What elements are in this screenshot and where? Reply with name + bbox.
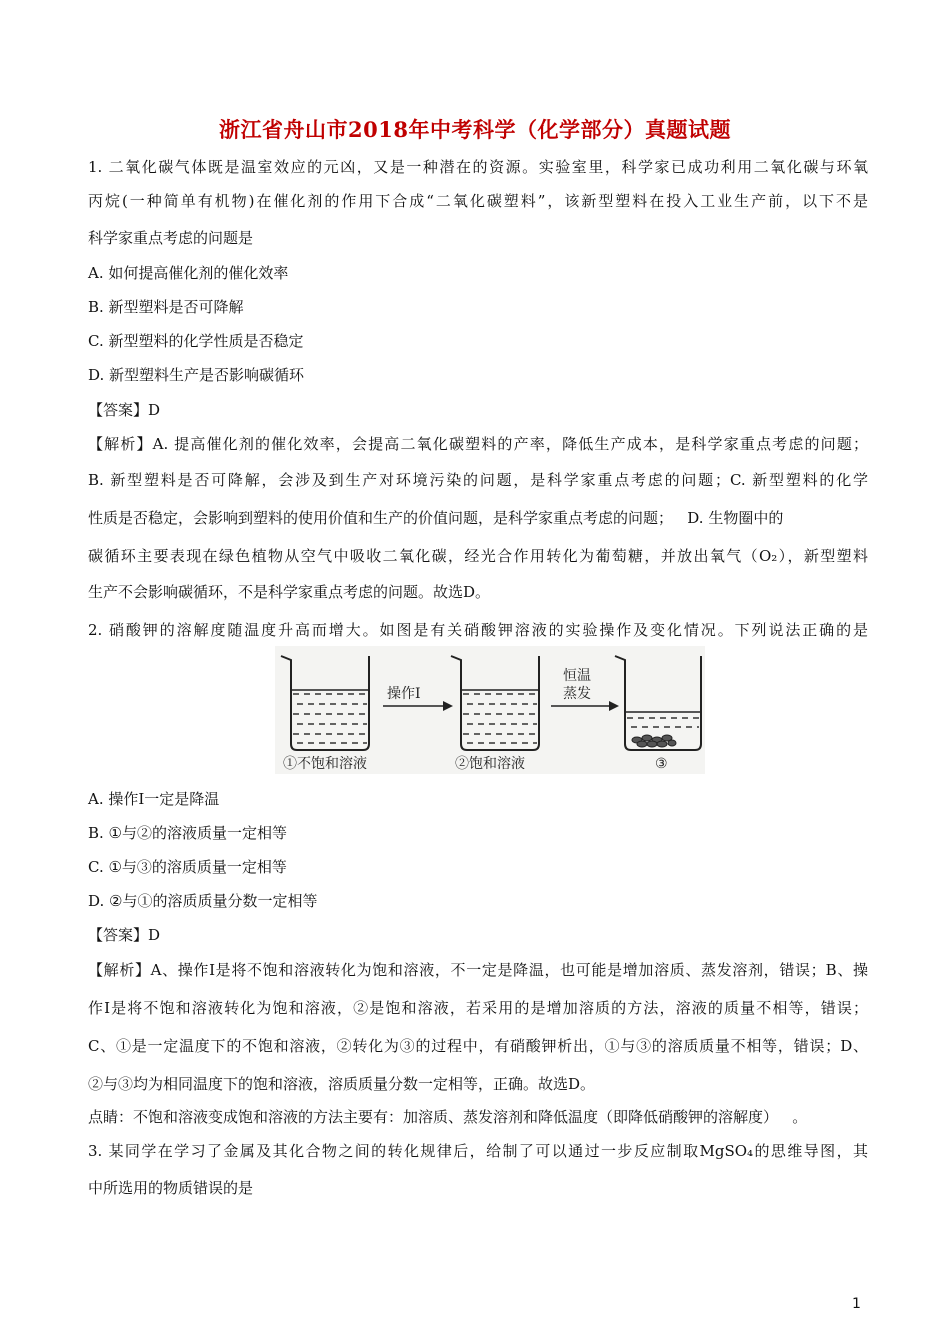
q3-stem-line-1: 3. 某同学在学习了金属及其化合物之间的转化规律后，给制了可以通过一步反应制取MgSO₄的思维导图，其 bbox=[88, 1142, 868, 1160]
beaker-2 bbox=[451, 656, 539, 750]
beaker-1-solution-lines bbox=[293, 694, 367, 743]
q1-option-d: D. 新型塑料生产是否影响碳循环 bbox=[88, 366, 305, 384]
q2-option-c: C. ①与③的溶质质量一定相等 bbox=[88, 858, 287, 876]
arrow-2-label-bottom: 蒸发 bbox=[563, 686, 591, 702]
q2-analysis-line-4: ②与③均为相同温度下的饱和溶液，溶质质量分数一定相等，正确。故选D。 bbox=[88, 1075, 596, 1093]
beaker-3-label: ③ bbox=[655, 756, 668, 772]
beaker-experiment-figure bbox=[275, 646, 705, 774]
q2-answer: 【答案】D bbox=[88, 926, 161, 944]
crystal-precipitate bbox=[632, 735, 676, 747]
q1-option-b: B. 新型塑料是否可降解 bbox=[88, 298, 244, 316]
arrow-1-label: 操作Ⅰ bbox=[387, 686, 421, 702]
q1-answer: 【答案】D bbox=[88, 401, 161, 419]
q2-tip: 点睛：不饱和溶液变成饱和溶液的方法主要有：加溶质、蒸发溶剂和降低温度（即降低硝酸钾的溶解度） 。 bbox=[88, 1108, 808, 1126]
q3-stem-line-2: 中所选用的物质错误的是 bbox=[88, 1179, 254, 1197]
q2-option-b: B. ①与②的溶液质量一定相等 bbox=[88, 824, 288, 842]
page-number: 1 bbox=[852, 1296, 861, 1312]
q1-option-c: C. 新型塑料的化学性质是否稳定 bbox=[88, 332, 304, 350]
q2-analysis-line-3: C、①是一定温度下的不饱和溶液，②转化为③的过程中，有硝酸钾析出，①与③的溶质质量不相等，错误；D、 bbox=[88, 1037, 868, 1055]
beaker-3-solution-lines bbox=[627, 718, 699, 727]
q2-analysis-line-1: 【解析】A、操作Ⅰ是将不饱和溶液转化为饱和溶液，不一定是降温，也可能是增加溶质、蒸发溶剂，错误；B、操 bbox=[88, 961, 868, 979]
q2-option-d: D. ②与①的溶质质量分数一定相等 bbox=[88, 892, 318, 910]
q1-analysis-line-2: B. 新型塑料是否可降解，会涉及到生产对环境污染的问题，是科学家重点考虑的问题；C. 新型塑料的化学 bbox=[88, 471, 868, 489]
q2-option-a: A. 操作Ⅰ一定是降温 bbox=[88, 790, 220, 808]
arrow-2-head bbox=[609, 701, 619, 711]
q1-option-a: A. 如何提高催化剂的催化效率 bbox=[88, 264, 289, 282]
q1-analysis-line-1: 【解析】A. 提高催化剂的催化效率，会提高二氧化碳塑料的产率，降低生产成本，是科学家重点考虑的问题； bbox=[88, 435, 868, 453]
arrow-2-label-top: 恒温 bbox=[563, 668, 591, 684]
q1-analysis-line-3: 性质是否稳定，会影响到塑料的使用价值和生产的价值问题，是科学家重点考虑的问题； D. 生物圈中的 bbox=[88, 509, 784, 527]
beaker-1-label: ①不饱和溶液 bbox=[283, 756, 367, 772]
page-title: 浙江省舟山市2018年中考科学（化学部分）真题试题 bbox=[219, 117, 731, 142]
q1-stem-line-1: 1. 二氧化碳气体既是温室效应的元凶，又是一种潜在的资源。实验室里，科学家已成功利用二氧化碳与环氧 bbox=[88, 158, 868, 176]
beaker-3 bbox=[615, 656, 701, 750]
q1-analysis-line-5: 生产不会影响碳循环，不是科学家重点考虑的问题。故选D。 bbox=[88, 583, 491, 601]
q1-stem-line-3: 科学家重点考虑的问题是 bbox=[88, 229, 254, 247]
q2-stem: 2. 硝酸钾的溶解度随温度升高而增大。如图是有关硝酸钾溶液的实验操作及变化情况。下列说法正确的是 bbox=[88, 621, 868, 639]
q2-analysis-line-2: 作Ⅰ是将不饱和溶液转化为饱和溶液，②是饱和溶液，若采用的是增加溶质的方法，溶液的质量不相等，错误； bbox=[88, 999, 868, 1017]
q1-stem-line-2: 丙烷(一种简单有机物)在催化剂的作用下合成“二氧化碳塑料”，该新型塑料在投入工业生产前，以下不是 bbox=[88, 192, 868, 210]
q1-analysis-line-4: 碳循环主要表现在绿色植物从空气中吸收二氧化碳，经光合作用转化为葡萄糖，并放出氧气（O₂），新型塑料 bbox=[88, 547, 868, 565]
arrow-1-head bbox=[443, 701, 453, 711]
beaker-2-label: ②饱和溶液 bbox=[455, 756, 525, 772]
beaker-1 bbox=[281, 656, 369, 750]
beaker-2-solution-lines bbox=[463, 694, 537, 743]
